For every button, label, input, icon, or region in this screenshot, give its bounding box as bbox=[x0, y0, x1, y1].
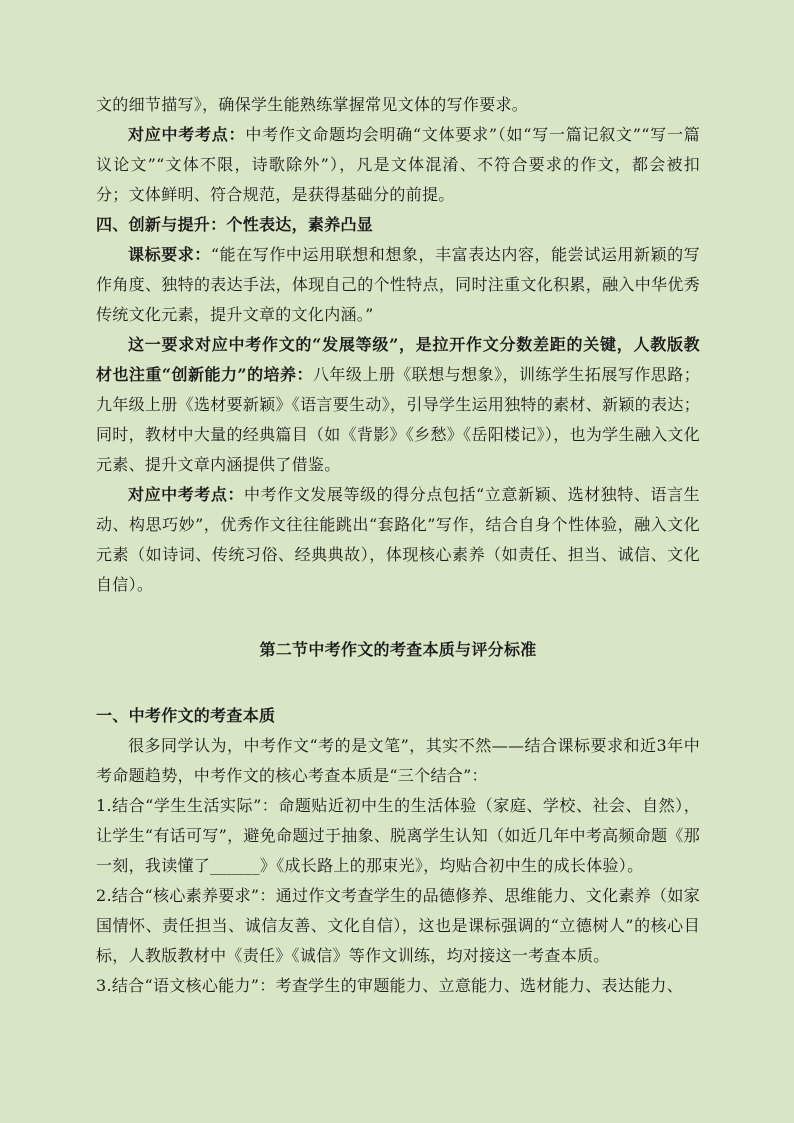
development-text: 八年级上册《联想与想象》，训练学生拓展写作思路；九年级上册《选材要新颖》《语言要生动》，引导学生运用独特的素材、新颖的表达；同时，教材中大量的经典篇目（如《背影》《乡愁》《岳阳楼记》），也为学生融入文化元素、提升文章内涵提供了借鉴。 bbox=[96, 365, 700, 474]
paragraph-curriculum-requirement bbox=[96, 240, 700, 330]
paragraph-continuation: 文的细节描写》，确保学生能熟练掌握常见文体的写作要求。 bbox=[96, 95, 529, 114]
paragraph-exam-essence-intro: 很多同学认为，中考作文“考的是文笔”，其实不然——结合课标要求和近3年中考命题趋势，中考作文的核心考查本质是“三个结合”： bbox=[96, 736, 700, 785]
curriculum-label: 课标要求： bbox=[128, 245, 211, 264]
paragraph-development-level bbox=[96, 330, 700, 480]
heading-innovation: 四、创新与提升：个性表达，素养凸显 bbox=[96, 215, 374, 234]
section-title: 第二节中考作文的考查本质与评分标准 bbox=[259, 640, 537, 659]
heading-exam-essence: 一、中考作文的考查本质 bbox=[96, 706, 276, 725]
paragraph-exam-point-genre bbox=[96, 120, 700, 210]
curriculum-text: “能在写作中运用联想和想象，丰富表达内容，能尝试运用新颖的写作角度、独特的表达手法，体现自己的个性特点，同时注重文化积累，融入中华优秀传统文化元素，提升文章的文化内涵。” bbox=[96, 245, 700, 324]
exam-point-label-2: 对应中考考点： bbox=[128, 485, 245, 504]
exam-point-text-2: 中考作文发展等级的得分点包括“立意新颖、选材独特、语言生动、构思巧妙”，优秀作文往往能跳出“套路化”写作，结合自身个性体验，融入文化元素（如诗词、传统习俗、经典典故），体现核心素养（如责任、担当、诚信、文化自信）。 bbox=[96, 485, 700, 594]
list-item-core-literacy: 2.结合“核心素养要求”：通过作文考查学生的品德修养、思维能力、文化素养（如家国情怀、责任担当、诚信友善、文化自信），这也是课标强调的“立德树人”的核心目标，人教版教材中《责任》《诚信》等作文训练，均对接这一考查本质。 bbox=[96, 886, 700, 965]
exam-point-text: 中考作文命题均会明确“文体要求”（如“写一篇记叙文”“写一篇议论文”“文体不限，诗歌除外”），凡是文体混淆、不符合要求的作文，都会被扣分；文体鲜明、符合规范，是获得基础分的前提。 bbox=[96, 125, 700, 204]
document-body bbox=[96, 90, 700, 1001]
paragraph-exam-point-development bbox=[96, 480, 700, 600]
list-item-life-practice: 1.结合“学生生活实际”：命题贴近初中生的生活体验（家庭、学校、社会、自然），让学生“有话可写”，避免命题过于抽象、脱离学生认知（如近几年中考高频命题《那一刻，我读懂了______》《成长路上的那束光》，均贴合初中生的成长体验）。 bbox=[96, 796, 700, 875]
list-item-core-ability: 3.结合“语文核心能力”：考查学生的审题能力、立意能力、选材能力、表达能力、 bbox=[96, 976, 684, 995]
exam-point-label: 对应中考考点： bbox=[128, 125, 246, 144]
development-bold-text: 这一要求对应中考作文的“发展等级”，是拉开作文分数差距的关键，人教版教材也注重“创新能力”的培养： bbox=[96, 335, 700, 384]
